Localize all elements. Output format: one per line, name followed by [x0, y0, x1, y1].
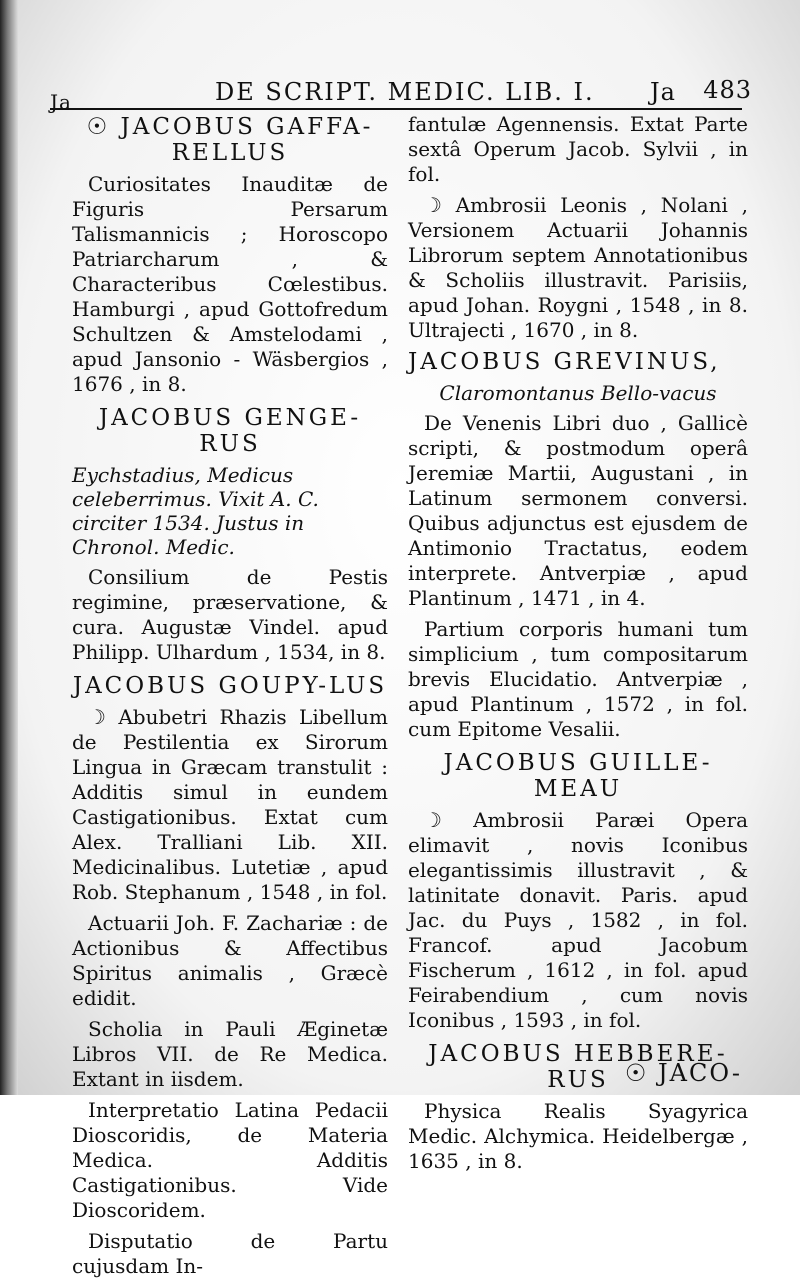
header-left-tag: Ja	[50, 90, 72, 114]
entry-guillemeau	[408, 750, 748, 1033]
entry-name: ☉ JACOBUS GAFFA-RELLUS	[86, 114, 374, 166]
entry-gaffarellus	[72, 114, 388, 397]
entry-paragraph: Interpretatio Latina Pedacii Dioscoridis, de Materia Medica. Additis Castigationibus. Vide Dioscoridem.	[72, 1098, 388, 1222]
entry-name: JACOBUS GENGE-RUS	[98, 405, 362, 457]
header-right-tag: Ja	[650, 78, 676, 106]
entry-description: Eychstadius, Medicus celeberrimus. Vixit A. C. circiter 1534. Justus in Chronol. Medic.	[72, 463, 319, 559]
entry-grevinus	[408, 349, 748, 742]
page-number: 483	[703, 76, 752, 104]
entry-name: JACOBUS GREVINUS,	[408, 349, 721, 375]
left-column	[72, 112, 388, 1287]
entry-paragraph: Physica Realis Syagyrica Medic. Alchymica. Heidelbergæ , 1635 , in 8.	[408, 1099, 748, 1173]
entry-name: JACOBUS GUILLE-MEAU	[443, 750, 713, 802]
book-spine-shadow	[0, 0, 18, 1095]
entry-paragraph: Curiositates Inauditæ de Figuris Persarum Talismannicis ; Horoscopo Patriarcharum , & Characteribus Cœlestibus. Hamburgi , apud Gottofredum Schultzen & Amstelodami , apud Jansonio - Wäsbergios , 1676 , in 8.	[72, 172, 388, 396]
entry-paragraph: Consilium de Pestis regimine, præservatione, & cura. Augustæ Vindel. apud Philipp. Ulhardum , 1534, in 8.	[72, 565, 388, 664]
entry-goupylus	[72, 673, 388, 1279]
right-column	[408, 112, 748, 1182]
entry-paragraph: Scholia in Pauli Æginetæ Libros VII. de Re Medica. Extant in iisdem.	[72, 1017, 388, 1091]
entry-paragraph: ☽ Abubetri Rhazis Libellum de Pestilentia ex Sirorum Lingua in Græcam transtulit : Additis simul in eundem Castigationibus. Extat cum Alex. Tralliani Lib. XII. Medicinalibus. Lutetiæ , apud Rob. Stephanum , 1548 , in fol.	[72, 705, 388, 904]
header-rule	[50, 108, 742, 110]
entry-paragraph: ☽ Ambrosii Leonis , Nolani , Versionem Actuarii Johannis Librorum septem Annotationibus & Scholiis illustravit. Parisiis, apud Johan. Roygni , 1548 , in 8. Ultrajecti , 1670 , in 8.	[408, 193, 748, 342]
entry-paragraph: Partium corporis humani tum simplicium , tum compositarum brevis Elucidatio. Antverpiæ , apud Plantinum , 1572 , in fol. cum Epitome Vesalii.	[408, 617, 748, 741]
entry-description: Claromontanus Bello-vacus	[439, 381, 717, 405]
entry-name: JACOBUS HEBBERE-RUS	[428, 1041, 728, 1093]
continuation-text: fantulæ Agennensis. Extat Parte sextâ Operum Jacob. Sylvii , in fol.	[408, 112, 748, 186]
running-header	[50, 72, 752, 114]
catchword: ☉ JACO-	[624, 1059, 742, 1087]
header-title: DE SCRIPT. MEDIC. LIB. I.	[215, 78, 595, 106]
entry-name: JACOBUS GOUPY-LUS	[72, 673, 388, 699]
entry-paragraph: De Venenis Libri duo , Gallicè scripti, & postmodum operâ Jeremiæ Martii, Augustani , in Latinum sermonem conversi. Quibus adjunctus est ejusdem de Antimonio Tractatus, eodem interprete. Antverpiæ , apud Plantinum , 1471 , in 4.	[408, 411, 748, 610]
entry-paragraph: ☽ Ambrosii Paræi Opera elimavit , novis Iconibus elegantissimis illustravit , & latinitate donavit. Paris. apud Jac. du Puys , 1582 , in fol. Francof. apud Jacobum Fischerum , 1612 , in fol. apud Feirabendium , cum novis Iconibus , 1593 , in fol.	[408, 808, 748, 1032]
entry-paragraph: Actuarii Joh. F. Zachariæ : de Actionibus & Affectibus Spiritus animalis , Græcè edidit.	[72, 911, 388, 1010]
entry-paragraph: Disputatio de Partu cujusdam In-	[72, 1229, 388, 1278]
entry-gengerus	[72, 405, 388, 665]
